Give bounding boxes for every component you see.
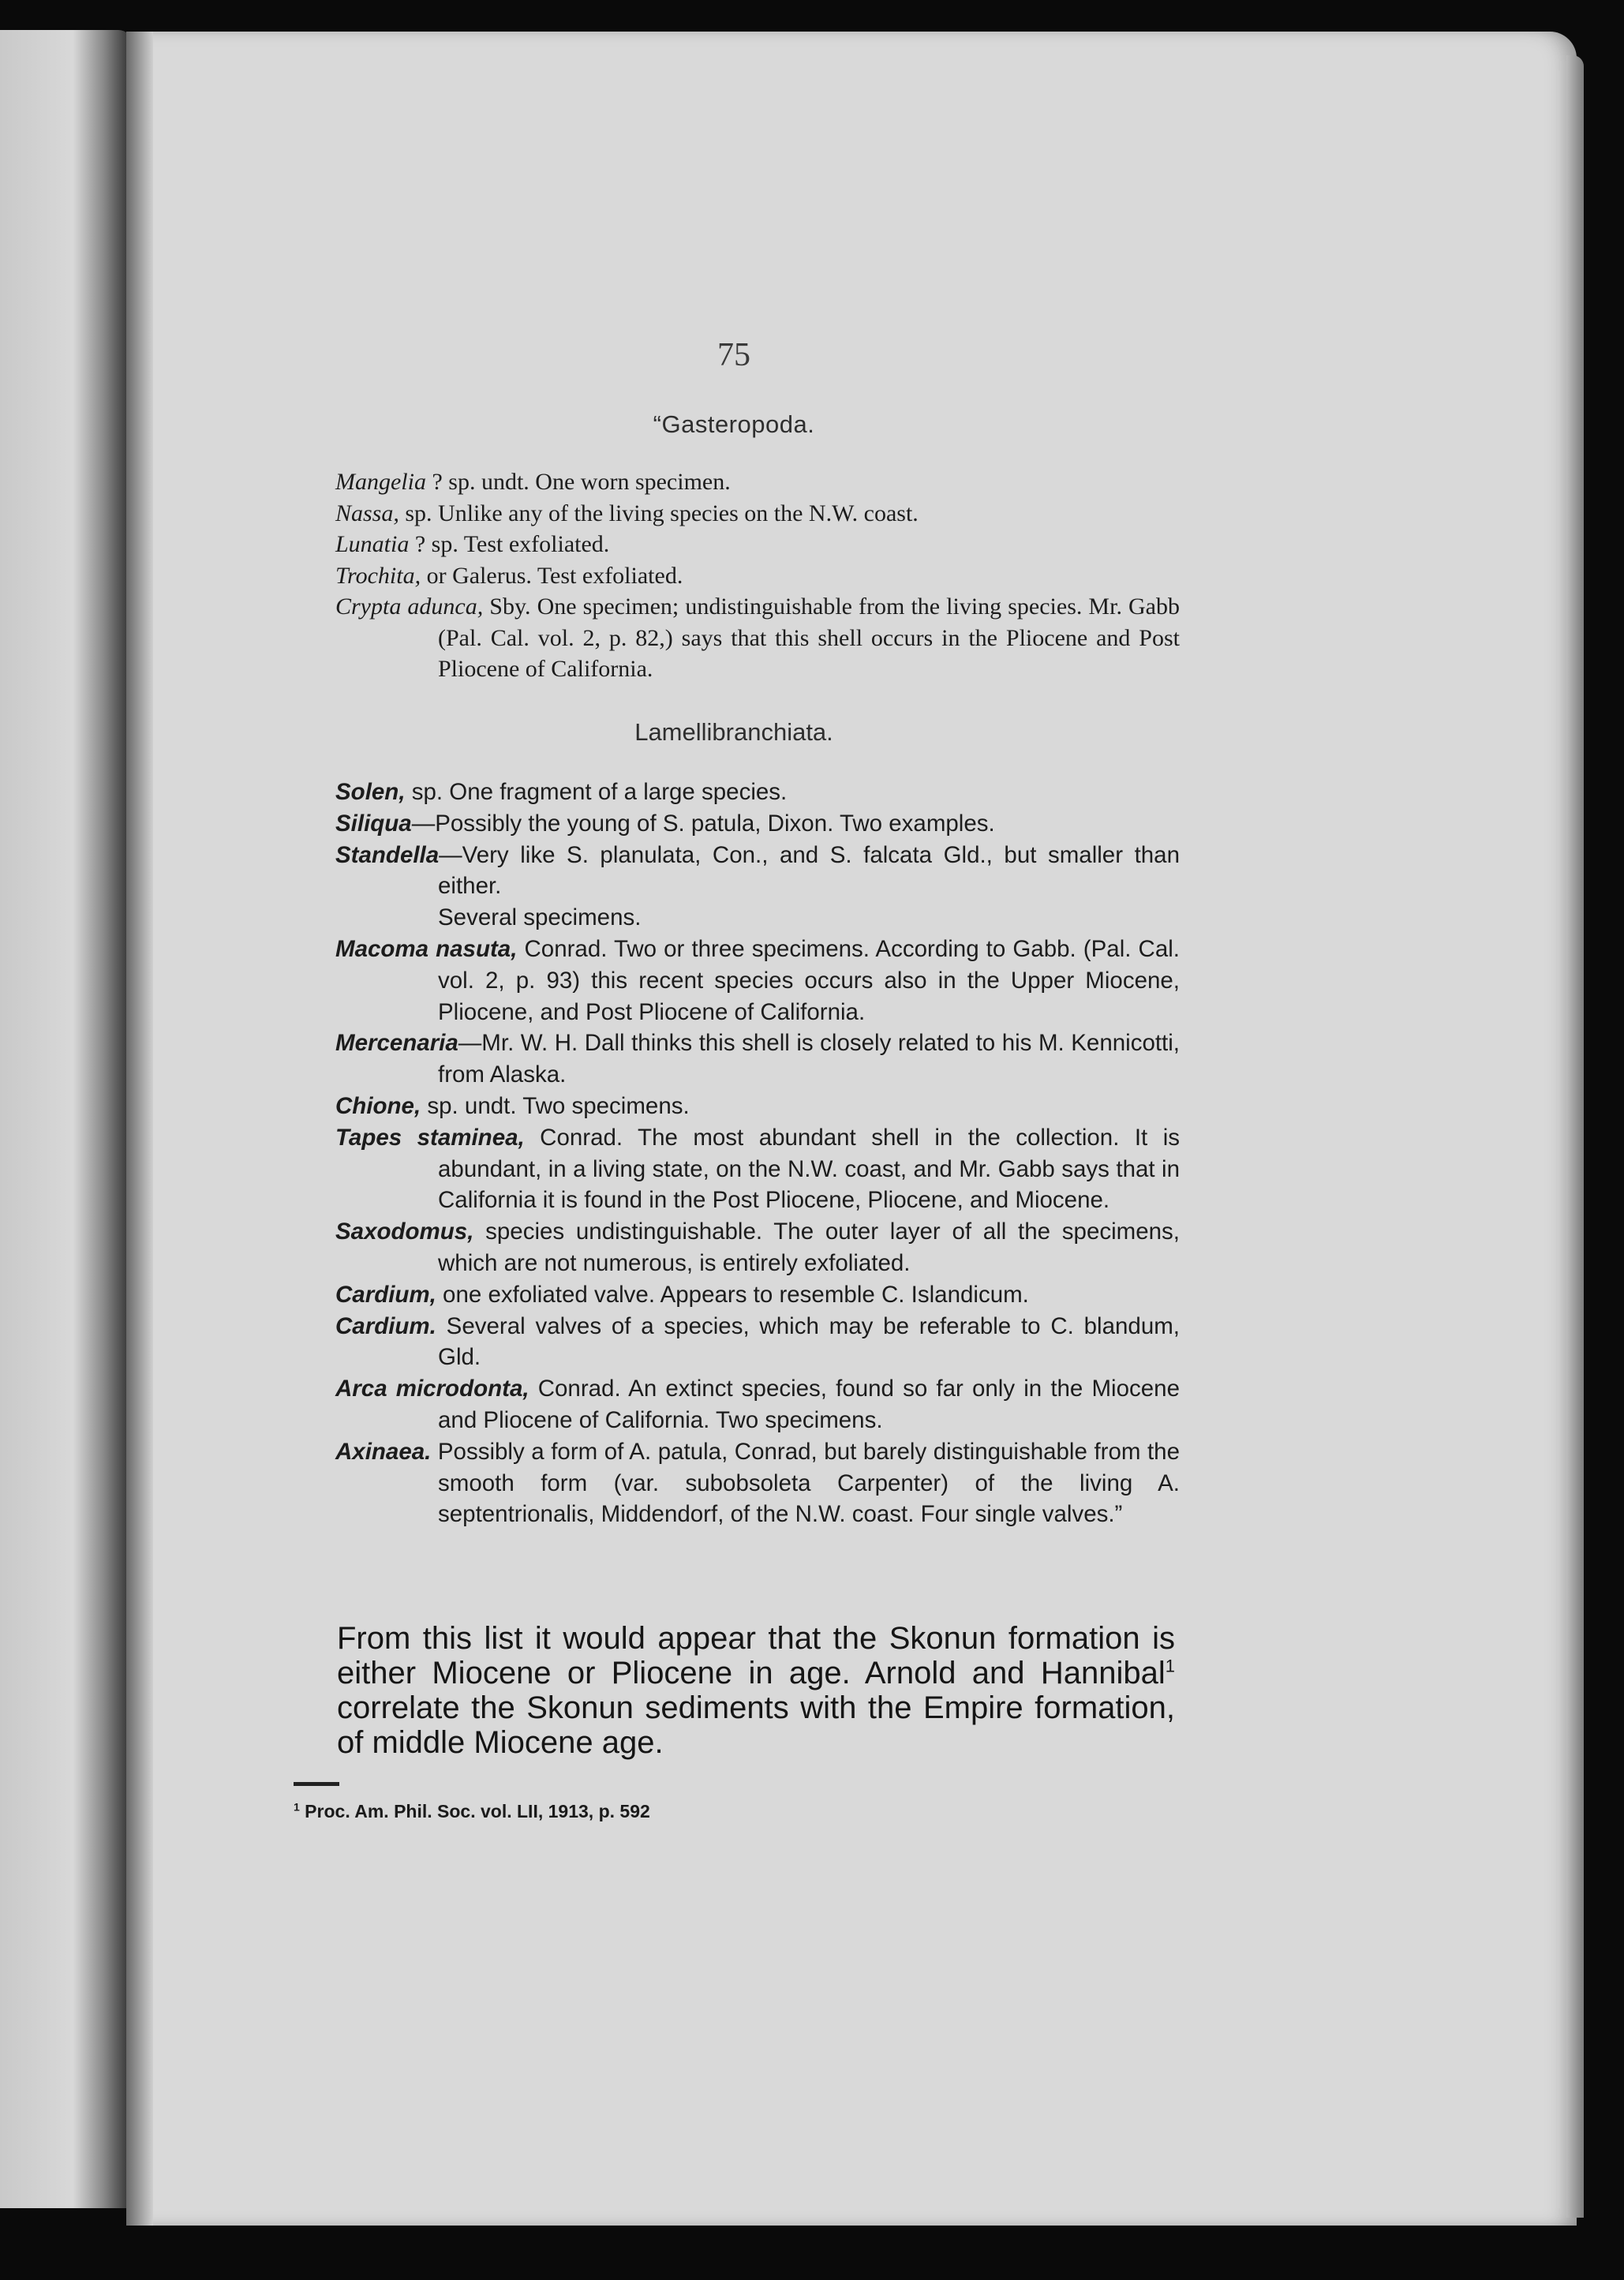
- species-note: sp. One fragment of a large species.: [405, 779, 788, 805]
- species-note: Conrad. An extinct species, found so far only in the Miocene and Pliocene of California. Two specimens.: [438, 1376, 1180, 1433]
- species-note: Conrad. Two or three specimens. According to Gabb. (Pal. Cal. vol. 2, p. 93) this recent species occurs also in the Upper Miocene, Pliocene, and Post Pliocene of California.: [438, 935, 1180, 1025]
- closing-paragraph: [337, 1621, 1175, 1760]
- species-note: species undistinguishable. The outer layer of all the specimens, which are not numerous, is entirely exfoliated.: [438, 1219, 1180, 1276]
- species-name: Macoma nasuta,: [335, 935, 518, 962]
- species-name: Arca microdonta,: [335, 1376, 529, 1402]
- footnote: [294, 1801, 846, 1822]
- species-note: Sby. One specimen; undistinguishable from the living species. Mr. Gabb (Pal. Cal. vol. 2, p. 82,) says that this shell occurs in the Pliocene and Post Pliocene of California.: [438, 593, 1180, 682]
- species-note: —Very like S. planulata, Con., and S. falcata Gld., but smaller than either.: [438, 841, 1180, 900]
- page-number: 75: [717, 337, 750, 373]
- list-item: [335, 1373, 1180, 1436]
- species-note: Conrad. The most abundant shell in the collection. It is abundant, in a living state, on the N.W. coast, and Mr. Gabb says that in California it is found in the Post Pliocene, Pliocene, and Miocene.: [438, 1124, 1180, 1214]
- list-item: [335, 498, 1180, 530]
- list-item: [335, 934, 1180, 1028]
- lamellibranchiata-list: [335, 777, 1180, 1530]
- species-name: Axinaea.: [335, 1438, 432, 1465]
- species-note: one exfoliated valve. Appears to resemble C. Islandicum.: [436, 1281, 1029, 1308]
- list-item: [335, 1028, 1180, 1091]
- species-note: —Mr. W. H. Dall thinks this shell is closely related to his M. Kennicotti, from Alaska.: [438, 1030, 1180, 1088]
- species-name: Siliqua: [335, 810, 412, 837]
- species-note: sp. Unlike any of the living species on the N.W. coast.: [399, 500, 919, 526]
- list-item: [335, 1091, 1180, 1122]
- list-item: [335, 529, 1180, 560]
- section-heading-lamellibranchiata: Lamellibranchiata.: [634, 718, 833, 746]
- footnote-divider: [294, 1782, 339, 1786]
- footnote-text: Proc. Am. Phil. Soc. vol. LII, 1913, p. 592: [299, 1801, 650, 1821]
- footnote-marker: 1: [294, 1800, 300, 1814]
- closing-text: From this list it would appear that the Skonun formation is either Miocene or Pliocene in age. Arnold and Hannibal: [337, 1621, 1175, 1690]
- species-name: Mercenaria: [335, 1030, 458, 1057]
- species-name: Cardium.: [335, 1312, 436, 1339]
- list-item: [335, 1311, 1180, 1374]
- list-item: [335, 466, 1180, 498]
- species-name: Crypta adunca,: [335, 593, 484, 620]
- species-note: ? sp. undt. One worn specimen.: [425, 469, 731, 495]
- list-item: [335, 1216, 1180, 1279]
- species-note: or Galerus. Test exfoliated.: [421, 562, 683, 589]
- list-item: [335, 1436, 1180, 1530]
- list-item: [335, 591, 1180, 685]
- species-name: Nassa,: [335, 500, 399, 526]
- gasteropoda-list: [335, 466, 1180, 685]
- species-note: sp. undt. Two specimens.: [421, 1092, 690, 1119]
- species-name: Mangelia: [335, 469, 426, 495]
- species-note: —Possibly the young of S. patula, Dixon. Two examples.: [411, 810, 995, 837]
- species-name: Saxodomus,: [335, 1219, 474, 1245]
- species-note: Several valves of a species, which may be referable to C. blandum, Gld.: [436, 1312, 1180, 1371]
- species-name: Chione,: [335, 1092, 421, 1119]
- species-name: Cardium,: [335, 1281, 436, 1308]
- footnote-reference: 1: [1165, 1656, 1175, 1676]
- species-note: Possibly a form of A. patula, Conrad, but barely distinguishable from the smooth form (var. subobsoleta Carpenter) of the living A. septentrionalis, Middendorf, of the N.W. coast. Four single valves.”: [431, 1438, 1180, 1528]
- species-name: Lunatia: [335, 531, 410, 557]
- list-item: [335, 777, 1180, 808]
- list-item: [335, 840, 1180, 903]
- closing-text-continued: correlate the Skonun sediments with the Empire formation, of middle Miocene age.: [337, 1690, 1175, 1760]
- species-name: Tapes staminea,: [335, 1124, 525, 1151]
- section-heading-gasteropoda: “Gasteropoda.: [653, 410, 815, 438]
- list-item: [335, 560, 1180, 592]
- species-note: ? sp. Test exfoliated.: [409, 531, 610, 557]
- species-name: Solen,: [335, 779, 406, 805]
- list-item: [335, 808, 1180, 840]
- species-name: Standella: [335, 841, 440, 868]
- list-item-continuation: Several specimens.: [438, 904, 642, 931]
- list-item: [335, 1122, 1180, 1216]
- list-item: [335, 1279, 1180, 1311]
- species-name: Trochita,: [335, 562, 421, 589]
